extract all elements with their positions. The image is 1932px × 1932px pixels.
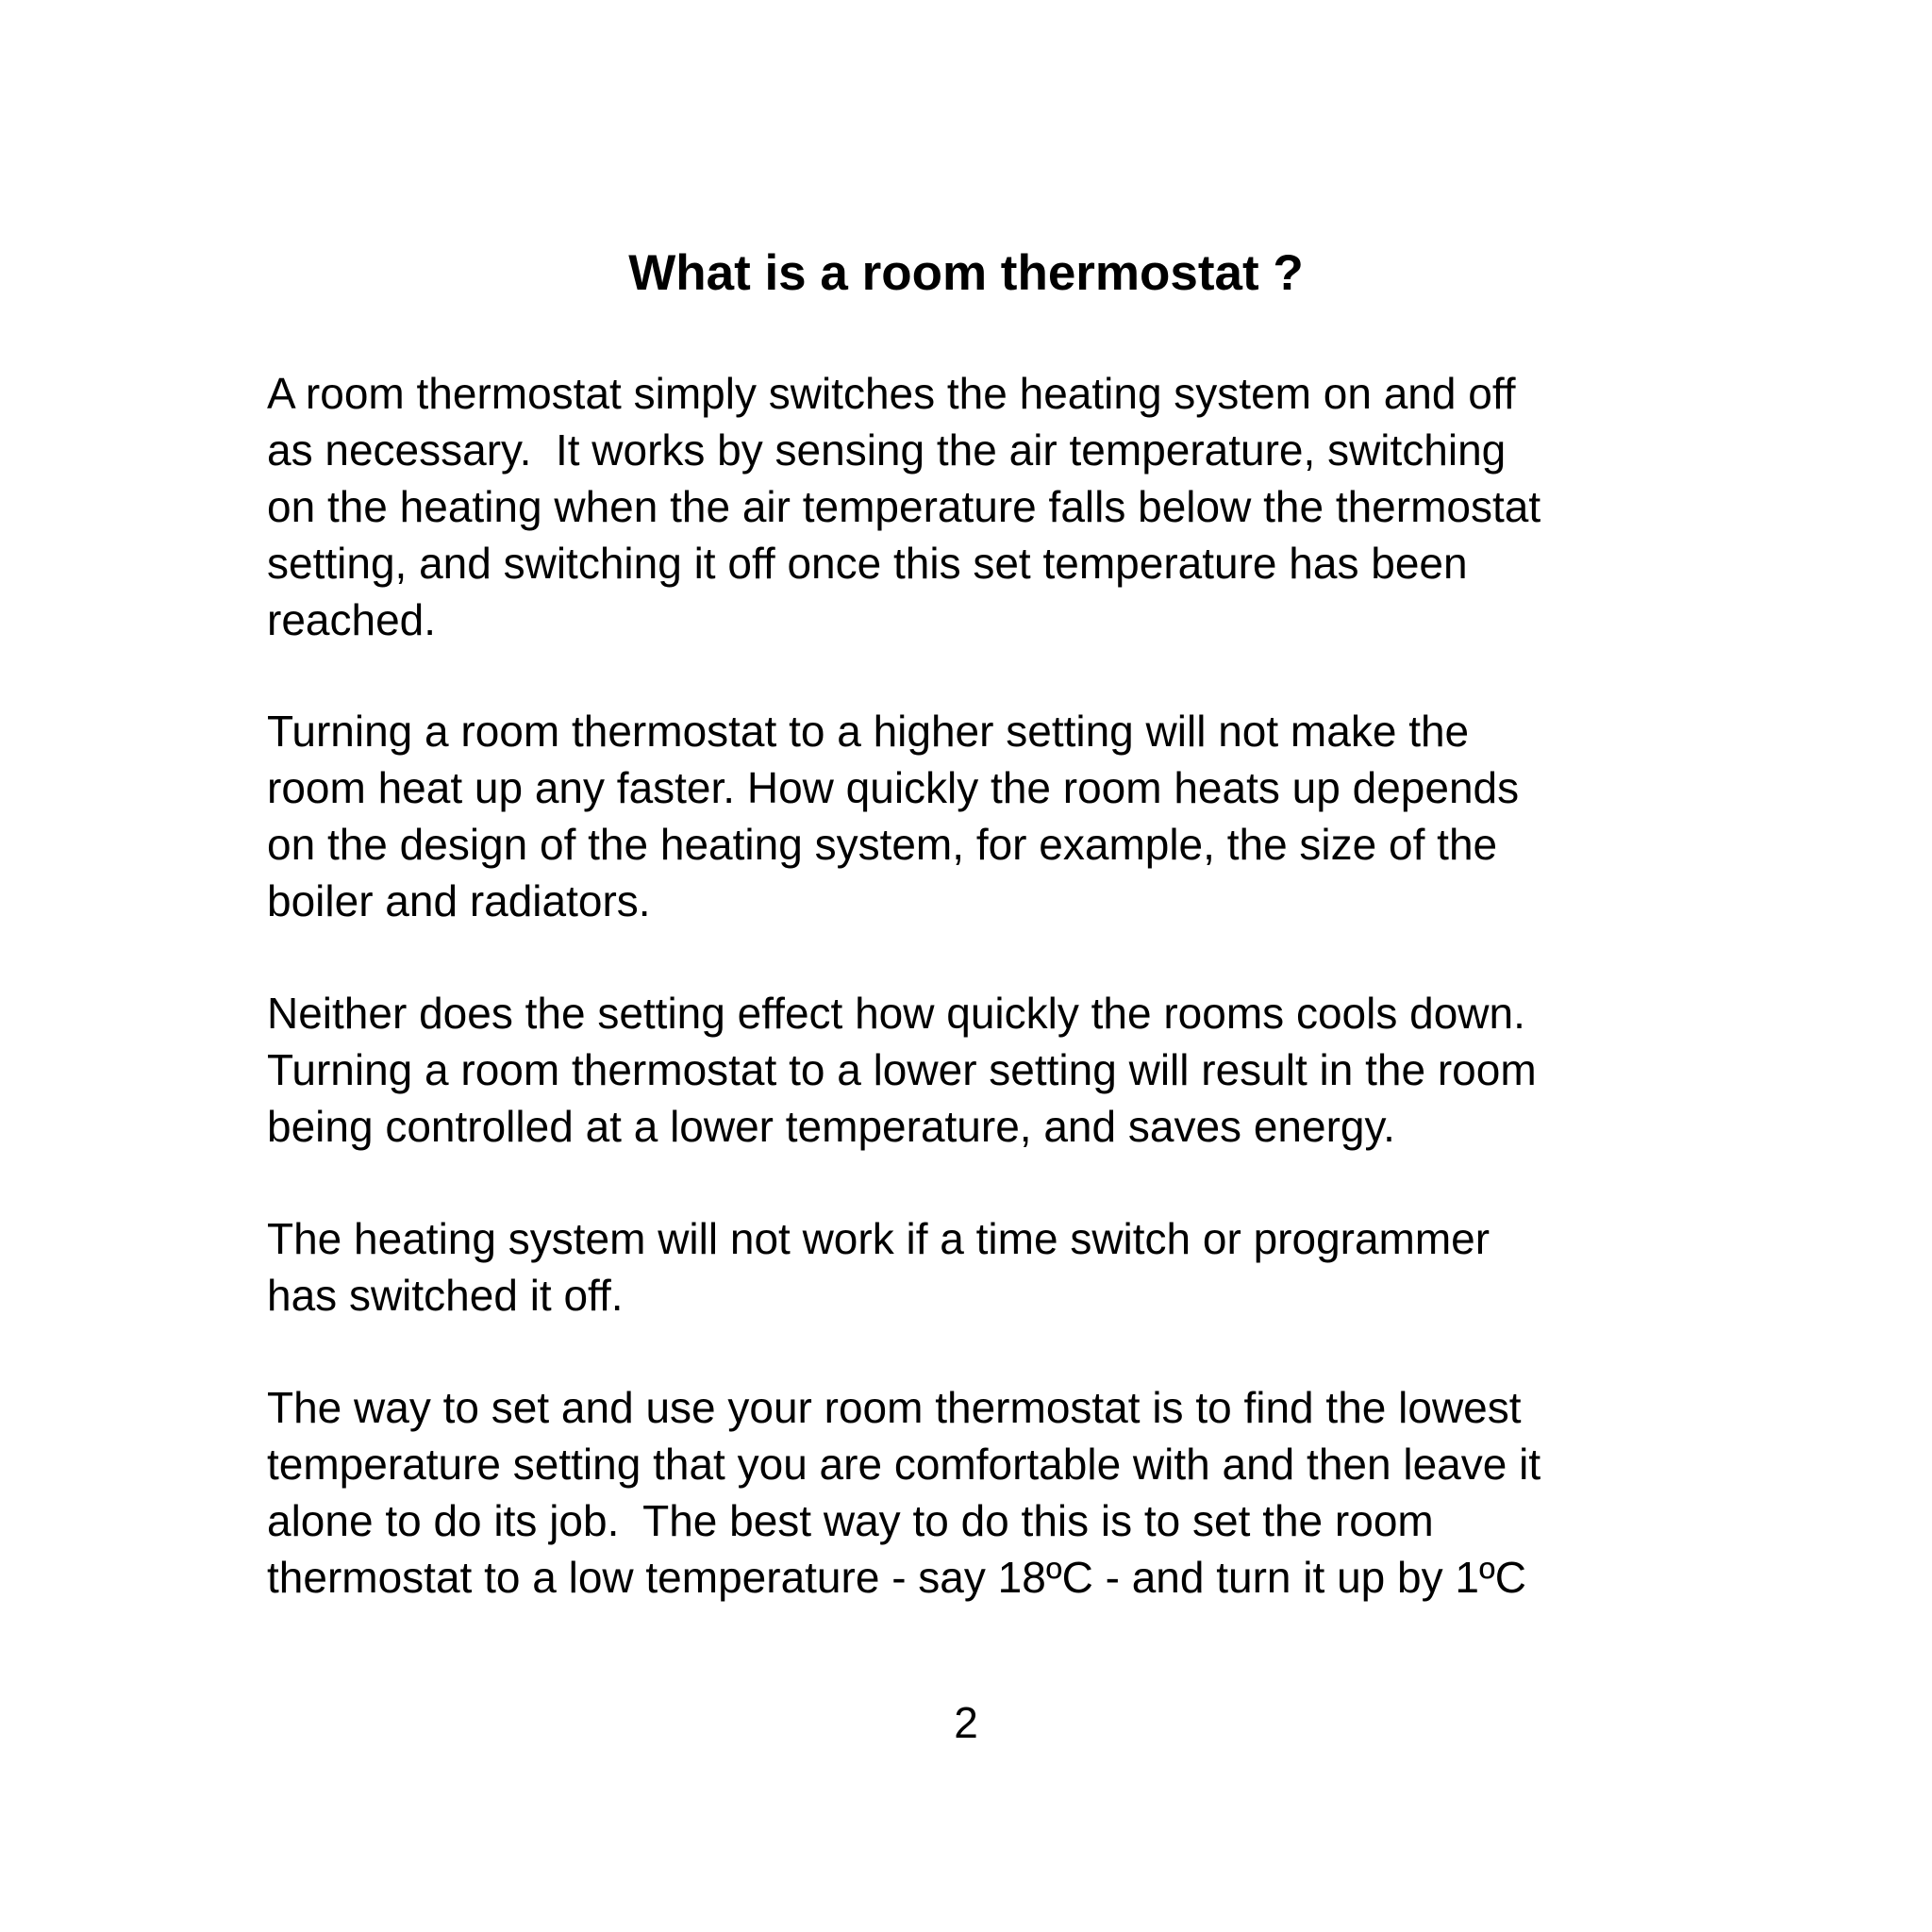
paragraph-line: A room thermostat simply switches the heating system on and off <box>267 369 1516 418</box>
page-number: 2 <box>954 1698 978 1747</box>
paragraph-5 <box>267 1379 1739 1606</box>
paragraph-3 <box>267 985 1739 1155</box>
paragraph-line: The way to set and use your room thermostat is to find the lowest <box>267 1383 1522 1432</box>
paragraph-line: The heating system will not work if a time switch or programmer <box>267 1214 1491 1263</box>
paragraph-line: being controlled at a lower temperature, and saves energy. <box>267 1102 1395 1151</box>
paragraph-line: temperature setting that you are comfortable with and then leave it <box>267 1440 1541 1489</box>
paragraph-line: on the heating when the air temperature falls below the thermostat <box>267 482 1541 531</box>
paragraph-line: has switched it off. <box>267 1271 624 1320</box>
paragraph-4 <box>267 1210 1739 1324</box>
paragraph-line: reached. <box>267 595 437 644</box>
paragraph-line: as necessary. It works by sensing the air temperature, switching <box>267 425 1507 475</box>
paragraph-line: boiler and radiators. <box>267 876 651 925</box>
paragraph-line: on the design of the heating system, for example, the size of the <box>267 820 1498 869</box>
paragraph-line: alone to do its job. The best way to do this is to set the room <box>267 1496 1434 1545</box>
paragraph-line: Neither does the setting effect how quickly the rooms cools down. <box>267 989 1525 1038</box>
paragraph-2 <box>267 703 1739 929</box>
paragraph-line: setting, and switching it off once this set temperature has been <box>267 539 1468 588</box>
paragraph-1 <box>267 365 1739 648</box>
paragraph-line: Turning a room thermostat to a lower setting will result in the room <box>267 1045 1537 1094</box>
paragraph-line: Turning a room thermostat to a higher setting will not make the <box>267 707 1470 756</box>
paragraph-line: room heat up any faster. How quickly the room heats up depends <box>267 763 1520 812</box>
page-title: What is a room thermostat ? <box>628 245 1304 301</box>
paragraph-line: thermostat to a low temperature - say 18ºC - and turn it up by 1ºC <box>267 1553 1526 1602</box>
